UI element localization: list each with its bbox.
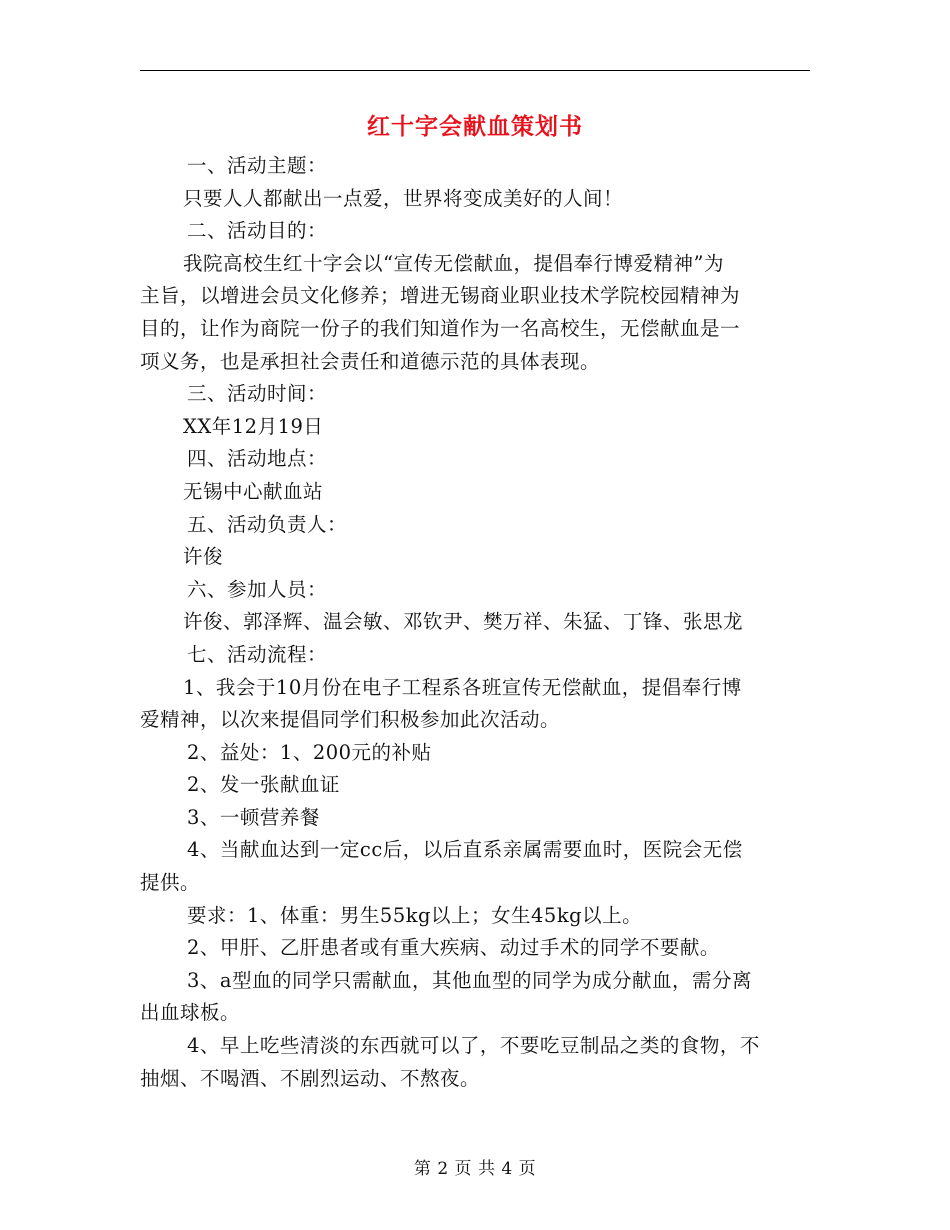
text-line: 4、当献血达到一定cc后，以后直系亲属需要血时，医院会无偿 — [187, 838, 743, 862]
text-line: 七、活动流程： — [187, 642, 328, 666]
text-line: 目的，让作为商院一份子的我们知道作为一名高校生，无偿献血是一 — [140, 316, 741, 340]
header-rule — [140, 70, 810, 71]
text-line: 六、参加人员： — [187, 577, 328, 601]
text-line: 3、一顿营养餐 — [187, 805, 320, 829]
text-line: 2、发一张献血证 — [187, 773, 340, 797]
page-number-footer: 第 2 页 共 4 页 — [413, 1159, 537, 1179]
text-line: 无锡中心献血站 — [183, 479, 324, 503]
text-line: 1、我会于10月份在电子工程系各班宣传无偿献血，提倡奉行博 — [183, 675, 742, 699]
text-line: 三、活动时间： — [187, 382, 328, 406]
text-line: 抽烟、不喝酒、不剧烈运动、不熬夜。 — [140, 1066, 481, 1090]
text-line: 许俊 — [183, 545, 224, 569]
text-line: XX年12月19日 — [183, 414, 324, 438]
text-line: 四、活动地点： — [187, 447, 328, 471]
text-line: 一、活动主题： — [187, 154, 328, 177]
text-line: 只要人人都献出一点爱，世界将变成美好的人间！ — [183, 186, 624, 210]
text-line: 主旨，以增进会员文化修养；增进无锡商业职业技术学院校园精神为 — [140, 284, 741, 308]
text-line: 3、a型血的同学只需献血，其他血型的同学为成分献血，需分离 — [187, 968, 753, 992]
text-line: 我院高校生红十字会以“宣传无偿献血，提倡奉行博爱精神”为 — [183, 251, 724, 275]
document-body — [140, 150, 810, 1095]
text-line: 二、活动目的： — [187, 219, 328, 243]
text-line: 2、甲肝、乙肝患者或有重大疾病、动过手术的同学不要献。 — [187, 936, 720, 960]
text-line: 项义务，也是承担社会责任和道德示范的具体表现。 — [140, 349, 601, 373]
text-line: 五、活动负责人： — [187, 512, 348, 536]
document-title: 红十字会献血策划书 — [367, 113, 583, 140]
text-line: 许俊、郭泽辉、温会敏、邓钦尹、樊万祥、朱猛、丁锋、张思龙 — [183, 610, 744, 634]
text-line: 要求：1、体重：男生55kg以上；女生45kg以上。 — [187, 903, 643, 927]
text-line: 4、早上吃些清淡的东西就可以了，不要吃豆制品之类的食物，不 — [187, 1034, 760, 1058]
text-line: 出血球板。 — [140, 1001, 241, 1025]
text-line: 2、益处：1、200元的补贴 — [187, 740, 432, 764]
text-line: 爱精神，以次来提倡同学们积极参加此次活动。 — [140, 708, 561, 732]
text-line: 提供。 — [140, 871, 201, 895]
